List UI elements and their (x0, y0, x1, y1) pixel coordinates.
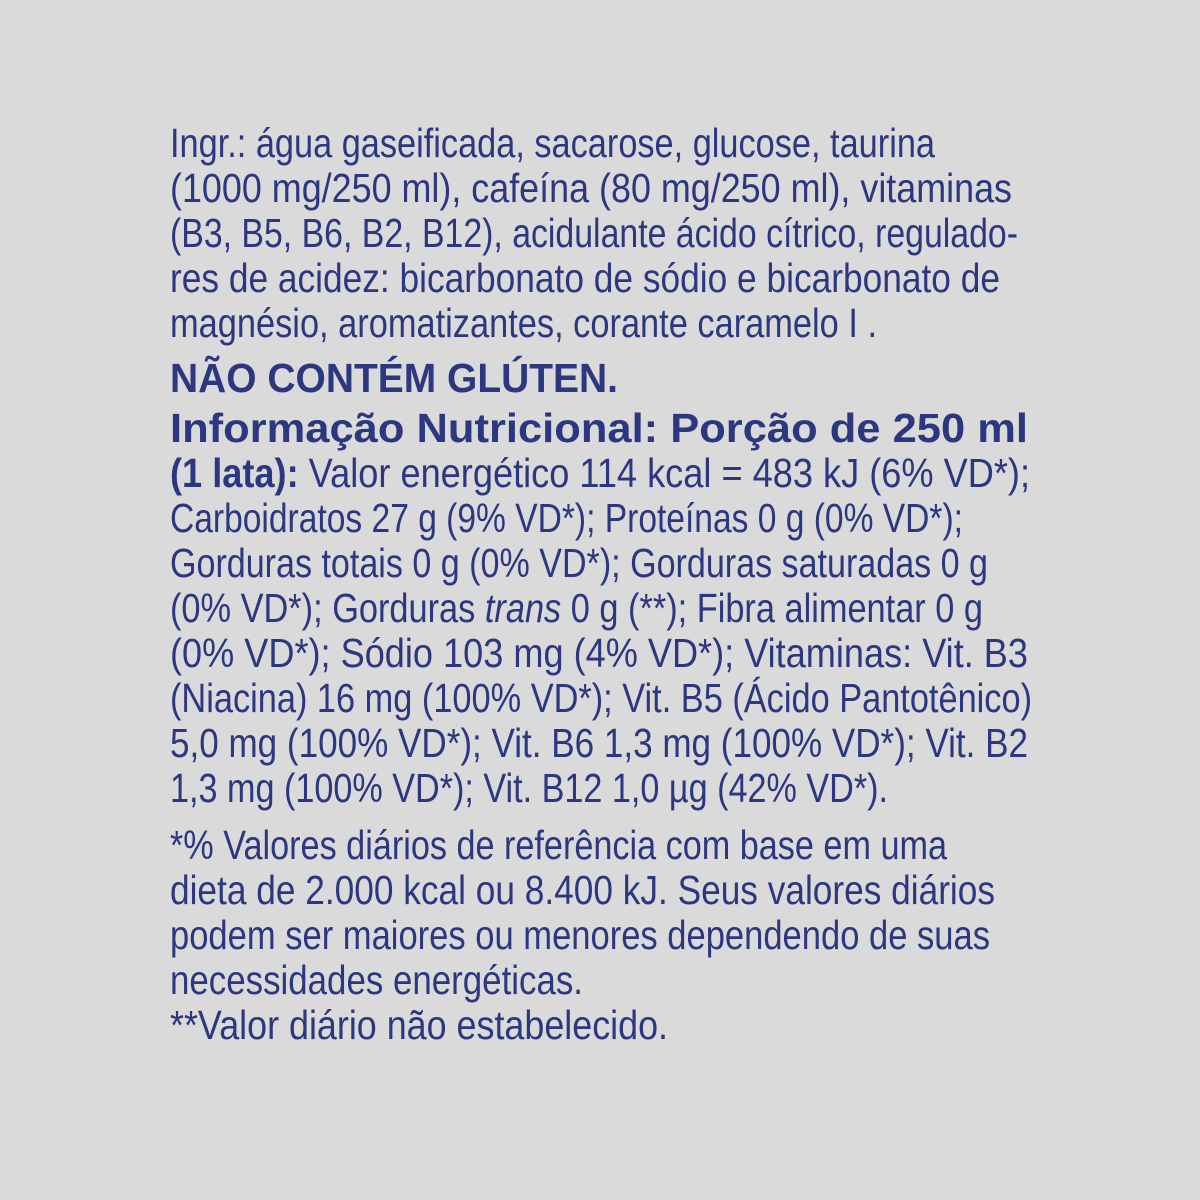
text-line (170, 451, 1070, 496)
text-line-content (170, 868, 995, 913)
text-line-content (170, 721, 1028, 766)
text-segment: (0% VD*); Gorduras (170, 585, 485, 631)
text-line-content (170, 913, 990, 958)
text-segment: Ingr.: água gaseificada, sacarose, glucose, taurina (170, 120, 935, 166)
text-line-content (170, 496, 963, 541)
text-line (170, 586, 1070, 631)
text-line-content (170, 406, 1028, 451)
text-line-content (170, 766, 888, 811)
text-line (170, 676, 1070, 721)
text-segment: Gorduras totais 0 g (0% VD*); Gorduras saturadas 0 g (170, 540, 988, 586)
text-line-content (170, 541, 988, 586)
text-segment: (Niacina) 16 mg (100% VD*); Vit. B5 (Ácido Pantotênico) (170, 675, 1032, 721)
bold-text-segment: NÃO CONTÉM GLÚTEN. (170, 355, 618, 401)
text-line-content (170, 1003, 668, 1048)
text-line (170, 868, 1070, 913)
text-segment: podem ser maiores ou menores dependendo de suas (170, 912, 990, 958)
text-line-content (170, 958, 583, 1003)
text-segment: necessidades energéticas. (170, 957, 583, 1003)
daily-values-note-paragraph (170, 823, 1070, 1003)
text-segment: Valor energético 114 kcal = 483 kJ (6% VD*); (298, 450, 1030, 496)
text-line (170, 211, 1070, 256)
text-line (170, 496, 1070, 541)
text-line-content (170, 256, 1000, 301)
text-line (170, 406, 1070, 451)
text-line-content (170, 166, 1012, 211)
text-segment: dieta de 2.000 kcal ou 8.400 kJ. Seus valores diários (170, 867, 995, 913)
bold-text-segment: Informação Nutricional: Porção de 250 ml (170, 405, 1028, 451)
text-line-content (170, 676, 1032, 721)
text-line (170, 721, 1070, 766)
text-line-content (170, 451, 1030, 496)
ingredients-paragraph (170, 121, 1070, 346)
text-segment: 1,3 mg (100% VD*); Vit. B12 1,0 µg (42% VD*). (170, 765, 888, 811)
text-line-content (170, 211, 1018, 256)
text-segment: **Valor diário não estabelecido. (170, 1002, 668, 1048)
text-line (170, 958, 1070, 1003)
daily-value-not-established-note-paragraph (170, 1003, 1070, 1048)
text-segment: *% Valores diários de referência com base em uma (170, 822, 947, 868)
text-line (170, 356, 1070, 401)
text-line (170, 121, 1070, 166)
text-line-content (170, 631, 1028, 676)
text-segment: magnésio, aromatizantes, corante caramelo I . (170, 300, 877, 346)
text-line (170, 256, 1070, 301)
text-line-content (170, 301, 877, 346)
text-line (170, 766, 1070, 811)
text-line (170, 166, 1070, 211)
nutrition-info-paragraph (170, 406, 1070, 811)
text-line (170, 631, 1070, 676)
text-line-content (170, 823, 947, 868)
bold-text-segment: (1 lata): (170, 450, 299, 496)
text-line-content (170, 586, 983, 631)
label-text-block (170, 121, 1070, 1048)
gluten-statement-paragraph (170, 356, 1070, 401)
text-segment: (0% VD*); Sódio 103 mg (4% VD*); Vitaminas: Vit. B3 (170, 630, 1028, 676)
text-segment: Carboidratos 27 g (9% VD*); Proteínas 0 g (0% VD*); (170, 495, 963, 541)
text-segment: 5,0 mg (100% VD*); Vit. B6 1,3 mg (100% VD*); Vit. B2 (170, 720, 1028, 766)
text-segment: res de acidez: bicarbonato de sódio e bicarbonato de (170, 255, 1000, 301)
text-line (170, 913, 1070, 958)
text-segment: (1000 mg/250 ml), cafeína (80 mg/250 ml), vitaminas (170, 165, 1012, 211)
text-line (170, 301, 1070, 346)
text-line (170, 1003, 1070, 1048)
text-line (170, 541, 1070, 586)
text-segment: 0 g (**); Fibra alimentar 0 g (561, 585, 983, 631)
text-line (170, 823, 1070, 868)
italic-text-segment: trans (484, 585, 562, 631)
text-segment: (B3, B5, B6, B2, B12), acidulante ácido cítrico, regulado- (170, 210, 1018, 256)
text-line-content (170, 121, 935, 166)
text-line-content (170, 356, 618, 401)
